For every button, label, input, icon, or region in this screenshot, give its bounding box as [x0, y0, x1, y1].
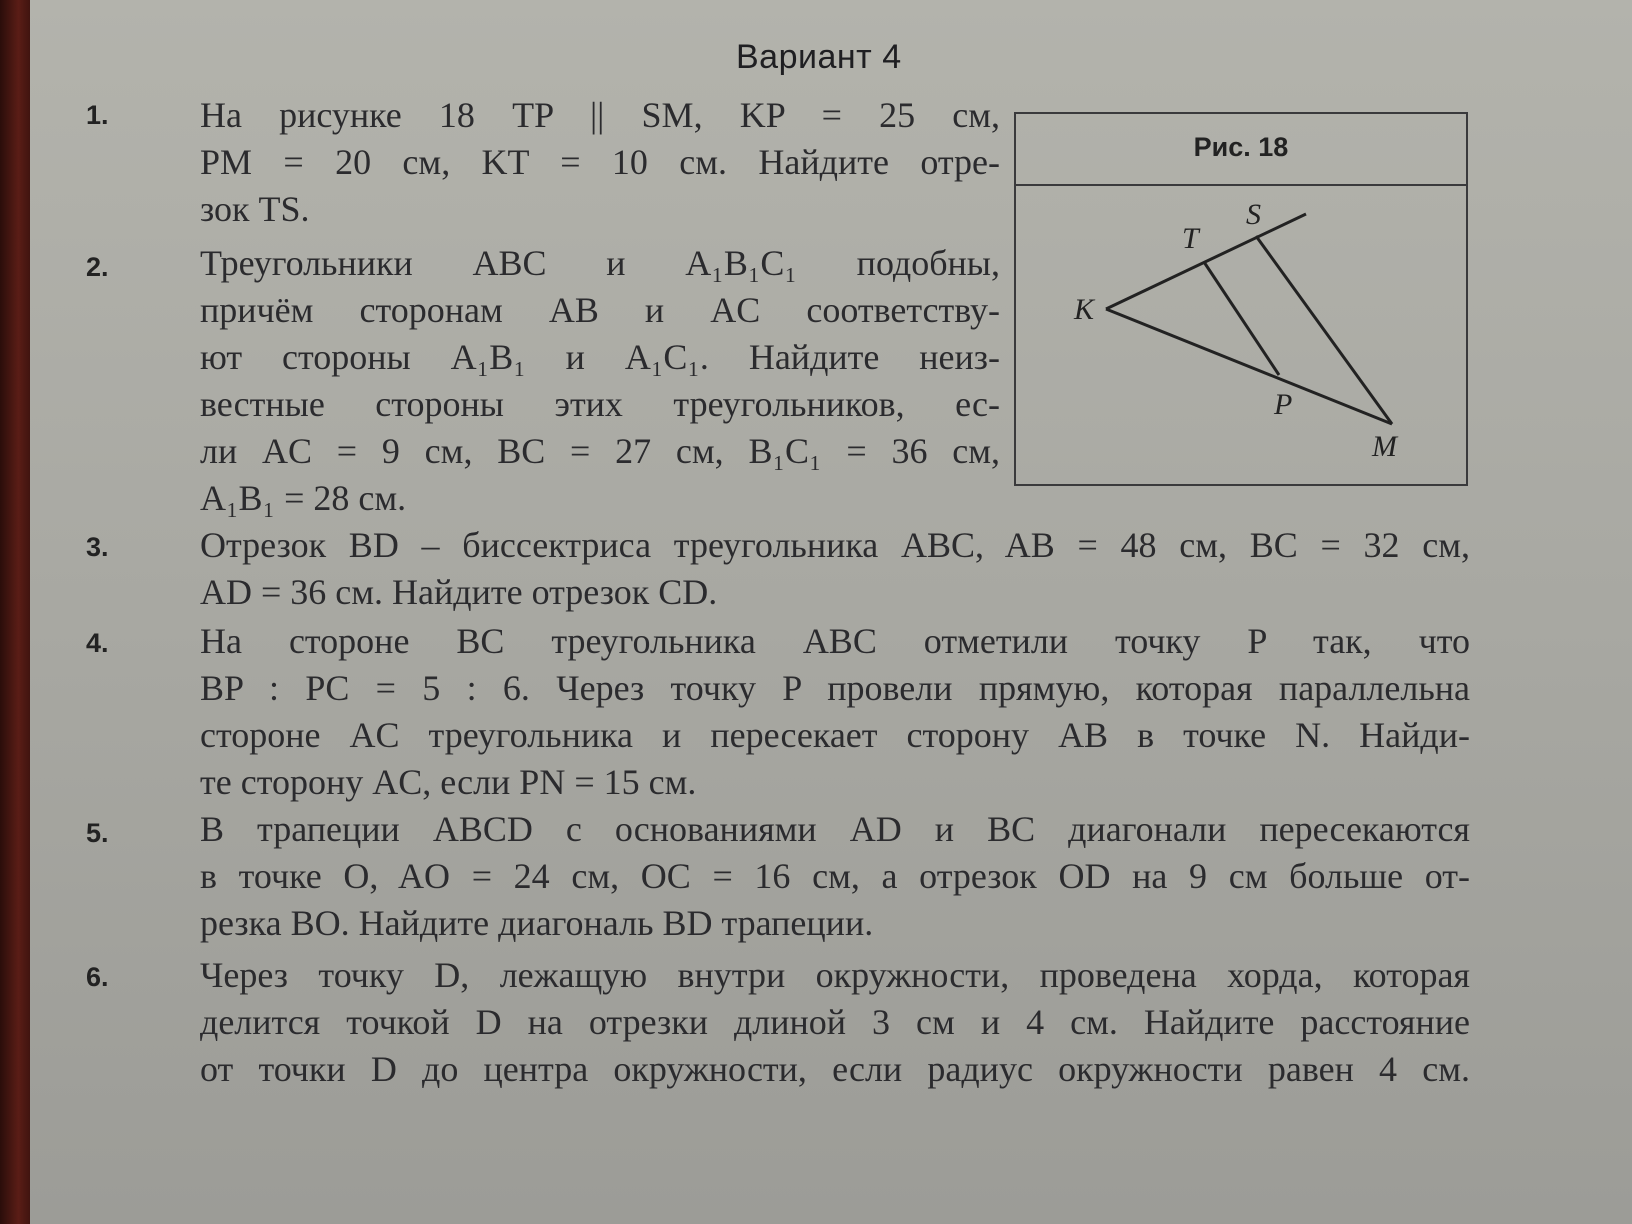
problem-5-number: 5.: [86, 818, 109, 848]
figure-18: [1014, 112, 1468, 486]
problem-5-line-1: В трапеции ABCD с основаниями AD и BC диагонали пересекаются: [200, 809, 1470, 849]
worksheet-page: [30, 0, 1632, 1224]
figure-title: Рис. 18: [1193, 132, 1289, 162]
segment-tp: [1204, 262, 1279, 375]
point-t-label: T: [1182, 222, 1199, 255]
problem-6-line-3: от точки D до центра окружности, если радиус окружности равен 4 см.: [200, 1049, 1470, 1089]
problem-2-number: 2.: [86, 252, 109, 282]
problem-6-number: 6.: [86, 962, 109, 992]
problem-2-line-2: причём сторонам AB и AC соответству-: [200, 290, 1000, 330]
problem-4-line-4: те сторону AC, если PN = 15 см.: [200, 762, 697, 802]
problem-1-line-2: PM = 20 см, KT = 10 см. Найдите отре-: [200, 142, 1000, 182]
problem-2-line-3: ют стороны A₁B₁ и A₁C₁. Найдите неиз-: [200, 337, 1000, 377]
problem-3-number: 3.: [86, 532, 109, 562]
problem-5-text: [200, 806, 1470, 947]
problem-4-number: 4.: [86, 628, 109, 658]
problem-3-text: [200, 522, 1470, 616]
problem-2-line-4: вестные стороны этих треугольников, ес-: [200, 384, 1000, 424]
problem-5-line-2: в точке O, AO = 24 см, OC = 16 см, а отрезок OD на 9 см больше от-: [200, 856, 1470, 896]
problem-5-line-3: резка BO. Найдите диагональ BD трапеции.: [200, 903, 874, 943]
point-m-label: M: [1372, 430, 1397, 463]
problem-6-text: [200, 952, 1470, 1093]
problem-3-line-2: AD = 36 см. Найдите отрезок CD.: [200, 572, 718, 612]
problem-4-line-3: стороне AC треугольника и пересекает сторону AB в точке N. Найди-: [200, 715, 1470, 755]
problem-1-number: 1.: [86, 100, 109, 130]
problem-1-text: [200, 92, 1000, 233]
problem-2-line-5: ли AC = 9 см, BC = 27 см, B₁C₁ = 36 см,: [200, 431, 1000, 471]
problem-4-line-1: На стороне BC треугольника ABC отметили точку P так, что: [200, 621, 1470, 661]
problem-2-text: [200, 240, 1000, 522]
problem-1-line-3: зок TS.: [200, 189, 310, 229]
point-k-label: K: [1074, 293, 1095, 326]
variant-title: Вариант 4: [736, 38, 902, 76]
point-s-label: S: [1246, 198, 1261, 231]
figure-diagram: [1016, 114, 1466, 484]
problem-3-line-1: Отрезок BD – биссектриса треугольника ABC, AB = 48 см, BC = 32 см,: [200, 525, 1470, 565]
problem-6-line-2: делится точкой D на отрезки длиной 3 см и 4 см. Найдите расстояние: [200, 1002, 1470, 1042]
problem-2-line-1: Треугольники ABC и A₁B₁C₁ подобны,: [200, 243, 1000, 283]
problem-2-line-6: A₁B₁ = 28 см.: [200, 478, 407, 518]
problem-1-line-1: На рисунке 18 TP || SM, KP = 25 см,: [200, 95, 1000, 135]
point-p-label: P: [1274, 388, 1293, 421]
problem-6-line-1: Через точку D, лежащую внутри окружности, проведена хорда, которая: [200, 955, 1470, 995]
problem-4-text: [200, 618, 1470, 806]
problem-4-line-2: BP : PC = 5 : 6. Через точку P провели прямую, которая параллельна: [200, 668, 1470, 708]
